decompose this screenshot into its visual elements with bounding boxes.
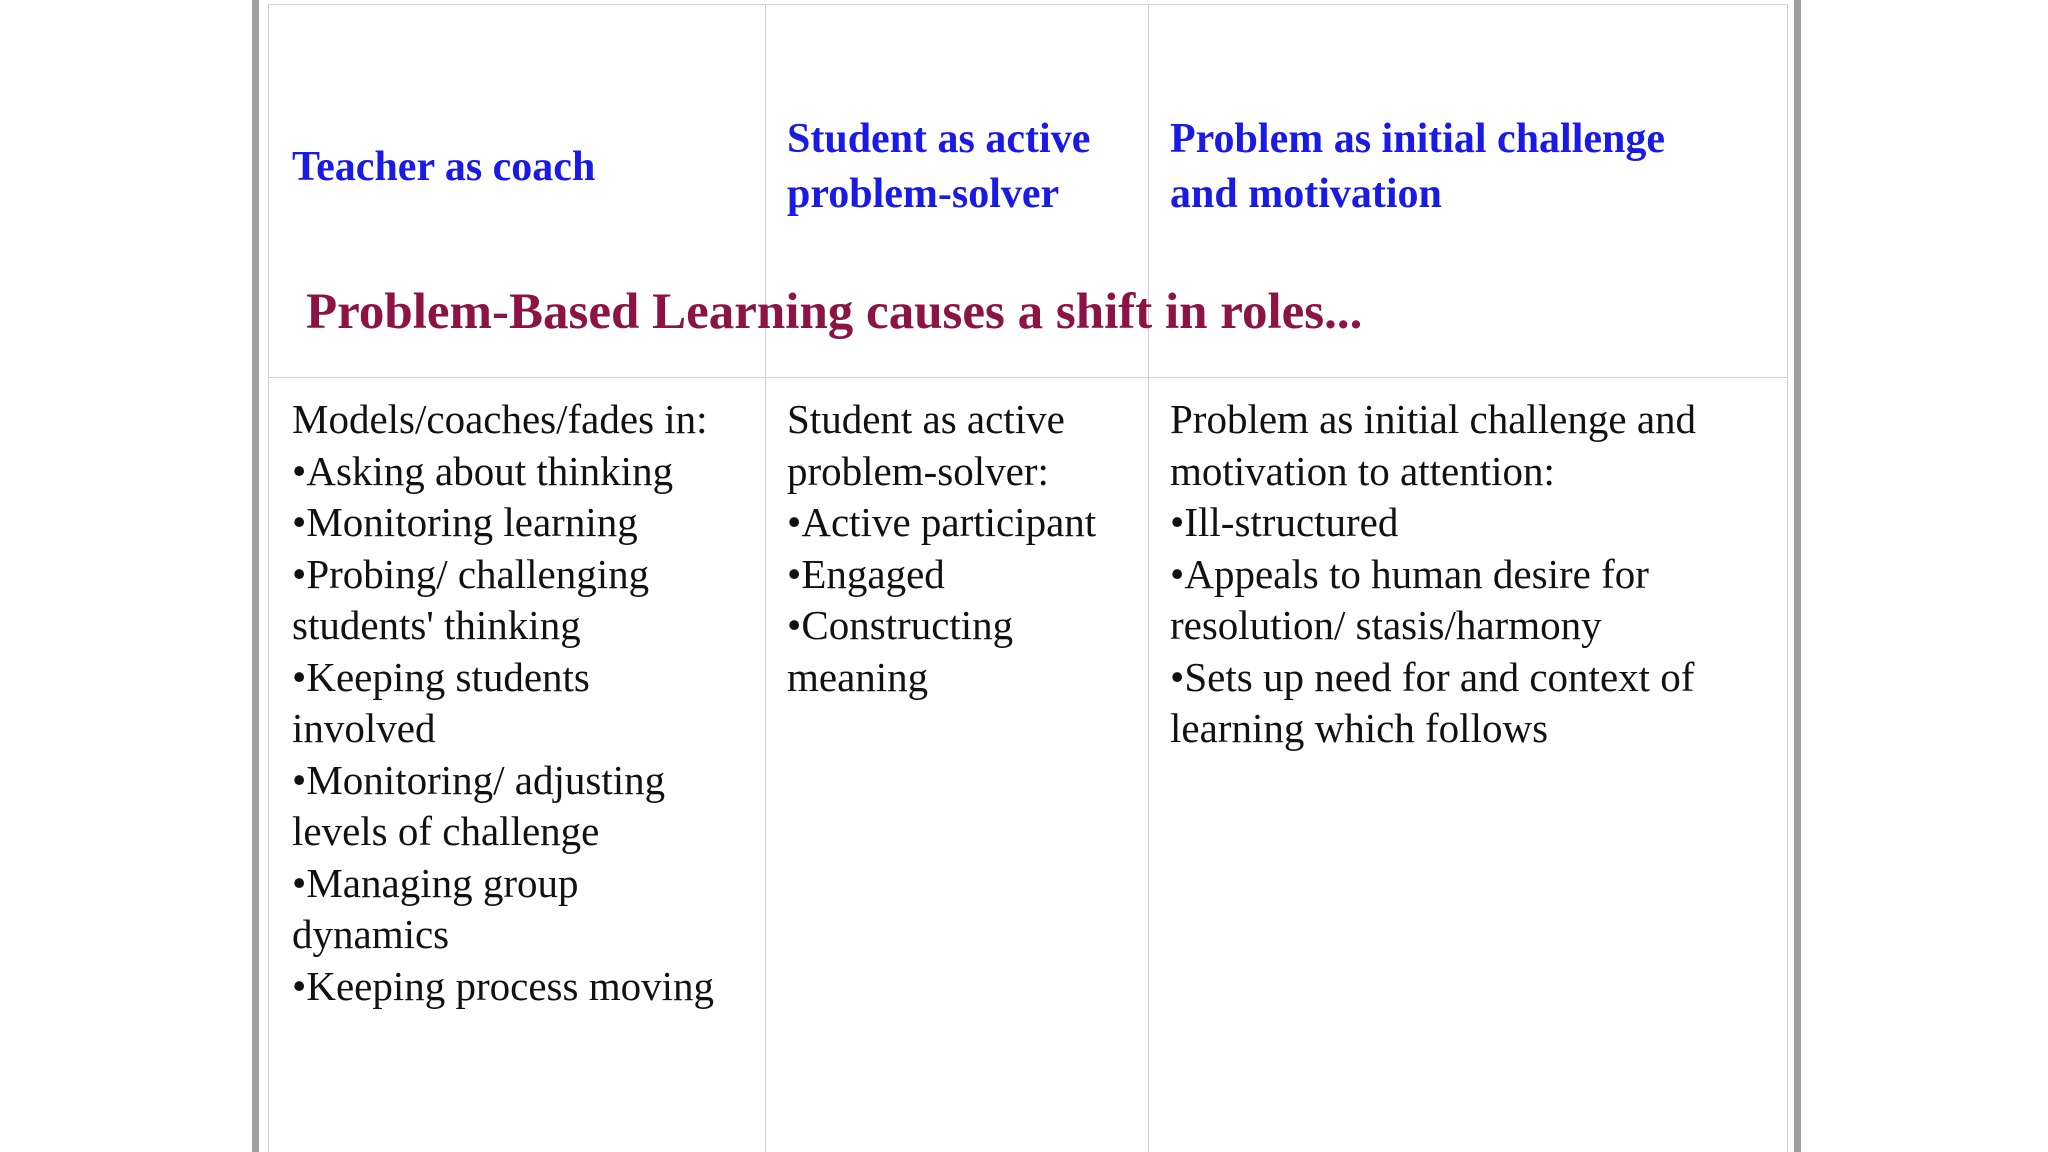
column-divider: [765, 5, 766, 1152]
body-line: •Keeping process moving: [292, 962, 714, 1009]
slide-title: Problem-Based Learning causes a shift in roles...: [306, 284, 1363, 340]
header-student-as-problem-solver: [787, 112, 1090, 222]
header-line: and motivation: [1170, 171, 1442, 217]
header-line: Student as active: [787, 116, 1091, 162]
body-line: Models/coaches/fades in:: [292, 396, 708, 442]
body-line: dynamics: [292, 911, 450, 957]
body-line: Problem as initial challenge and: [1170, 396, 1697, 442]
body-line: •Monitoring/ adjusting: [292, 756, 666, 803]
body-line: •Keeping students: [292, 653, 590, 700]
body-line: resolution/ stasis/harmony: [1170, 602, 1602, 648]
body-line: •Managing group: [292, 859, 579, 906]
body-line: motivation to attention:: [1170, 447, 1555, 494]
header-line: problem-solver: [787, 171, 1060, 217]
body-line: •Appeals to human desire for: [1170, 550, 1649, 597]
document-page: [252, 0, 1801, 1152]
body-teacher-as-coach: [292, 394, 714, 1012]
header-line: Problem as initial challenge: [1170, 116, 1666, 162]
body-line: meaning: [787, 653, 929, 700]
body-line: •Ill-structured: [1170, 499, 1399, 545]
body-line: problem-solver:: [787, 447, 1049, 494]
body-problem-as-challenge: [1170, 394, 1696, 755]
header-problem-as-challenge: [1170, 112, 1665, 222]
body-line: levels of challenge: [292, 808, 600, 854]
roles-table: [268, 4, 1788, 1152]
header-teacher-as-coach: [292, 140, 595, 195]
body-line: •Engaged: [787, 550, 945, 597]
column-divider: [1148, 5, 1149, 1152]
body-line: •Active participant: [787, 499, 1097, 545]
body-line: learning which follows: [1170, 705, 1549, 751]
body-line: students' thinking: [292, 602, 581, 648]
body-line: involved: [292, 705, 436, 751]
body-line: •Monitoring learning: [292, 499, 638, 545]
body-student-as-problem-solver: [787, 394, 1096, 703]
header-line: Teacher as coach: [292, 144, 596, 190]
body-line: •Sets up need for and context of: [1170, 653, 1695, 700]
body-line: •Probing/ challenging: [292, 550, 650, 597]
body-line: •Asking about thinking: [292, 447, 674, 494]
body-line: •Constructing: [787, 602, 1014, 648]
body-line: Student as active: [787, 396, 1065, 442]
row-divider: [269, 377, 1787, 378]
